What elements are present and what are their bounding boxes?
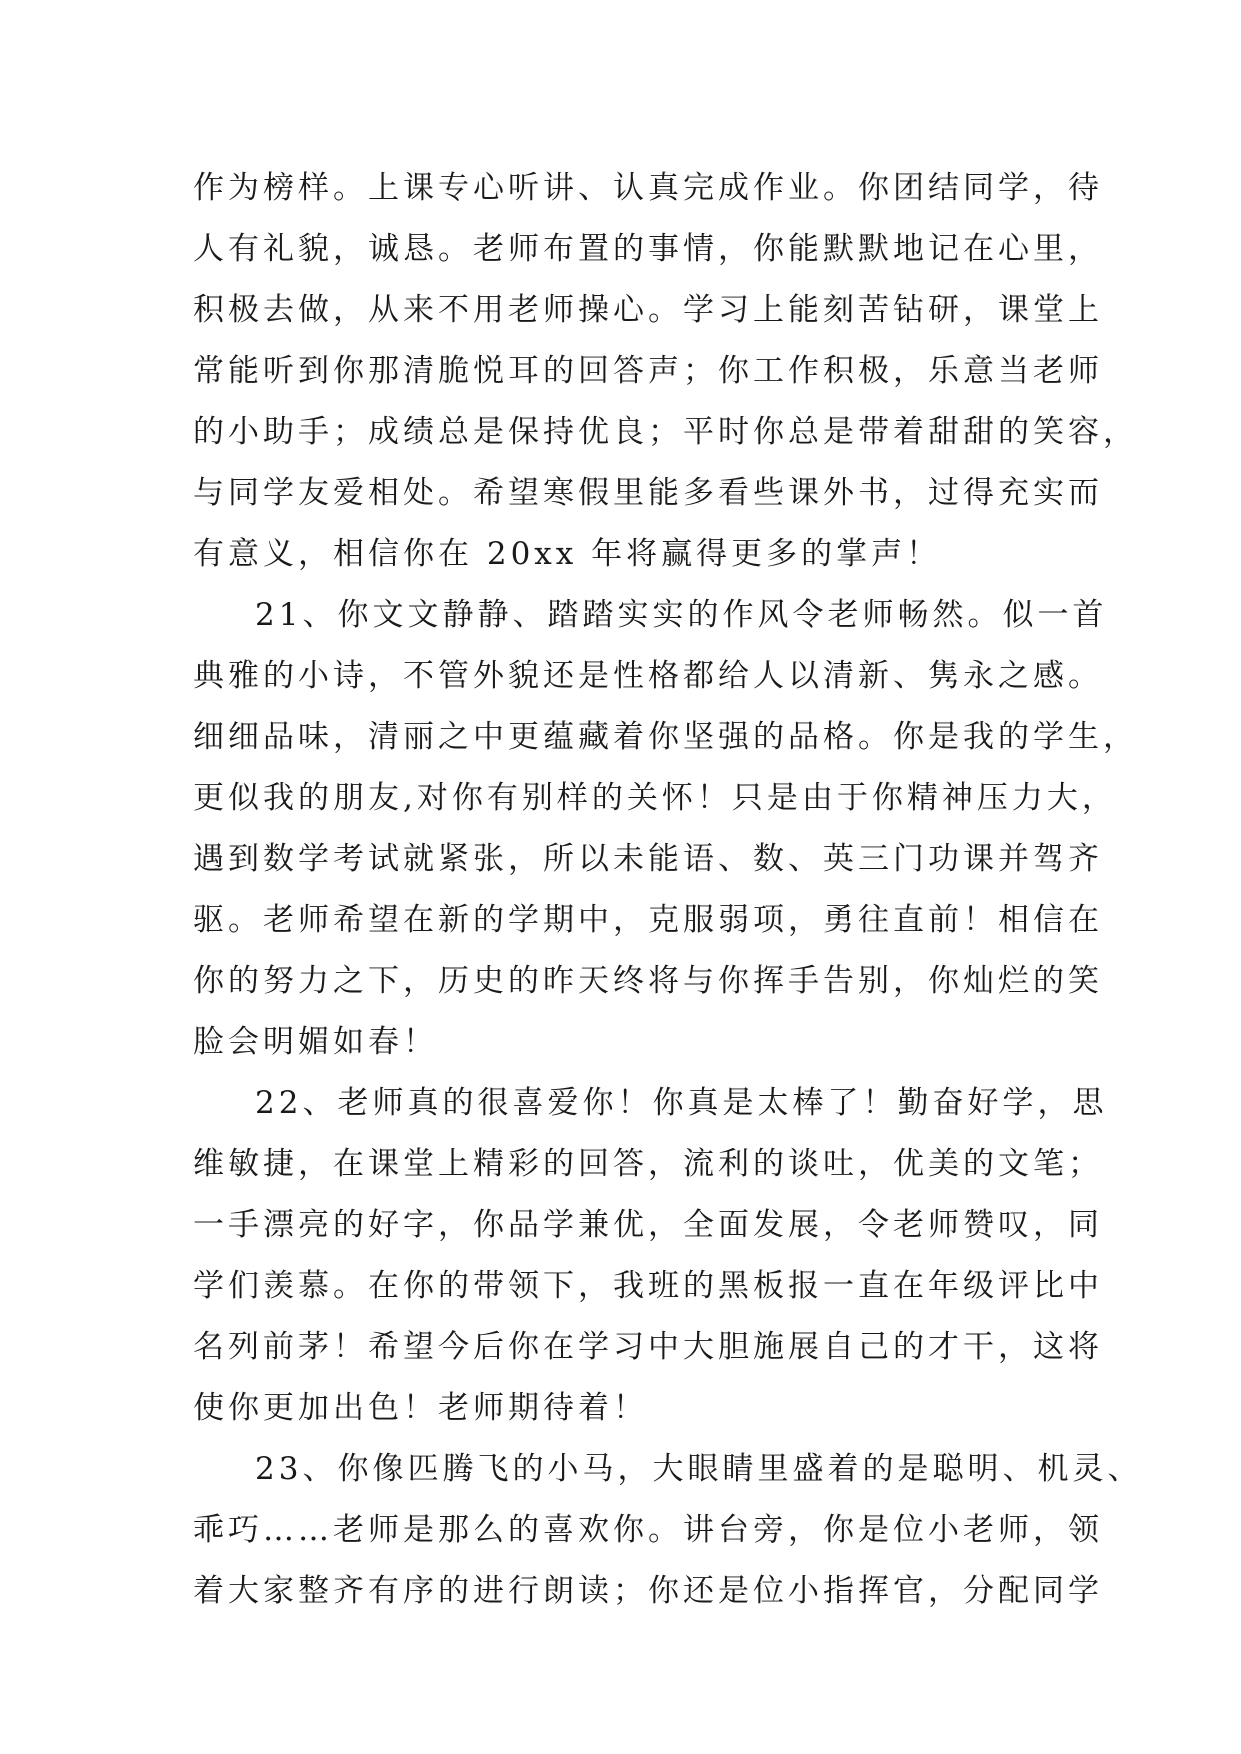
text-line: 细细品味，清丽之中更蕴藏着你坚强的品格。你是我的学生，	[193, 719, 1138, 755]
paragraph-22	[193, 1073, 1108, 1439]
text-line: 着大家整齐有序的进行朗读；你还是位小指挥官，分配同学	[193, 1573, 1103, 1609]
text-line: 人有礼貌，诚恳。老师布置的事情，你能默默地记在心里，	[193, 231, 1103, 267]
text-line: 乖巧……老师是那么的喜欢你。讲台旁，你是位小老师，领	[193, 1512, 1103, 1548]
text-line: 与同学友爱相处。希望寒假里能多看些课外书，过得充实而	[193, 475, 1103, 511]
text-line: 典雅的小诗，不管外貌还是性格都给人以清新、隽永之感。	[193, 658, 1103, 694]
text-line: 作为榜样。上课专心听讲、认真完成作业。你团结同学，待	[193, 170, 1103, 206]
text-line: 积极去做，从来不用老师操心。学习上能刻苦钻研，课堂上	[193, 292, 1103, 328]
text-line: 的小助手；成绩总是保持优良；平时你总是带着甜甜的笑容，	[193, 414, 1138, 450]
text-line: 名列前茅！希望今后你在学习中大胆施展自己的才干，这将	[193, 1329, 1103, 1365]
text-line: 学们羡慕。在你的带领下，我班的黑板报一直在年级评比中	[193, 1268, 1103, 1304]
text-line: 一手漂亮的好字，你品学兼优，全面发展，令老师赞叹，同	[193, 1207, 1103, 1243]
text-line: 驱。老师希望在新的学期中，克服弱项，勇往直前！相信在	[193, 902, 1103, 938]
text-line-first: 23、你像匹腾飞的小马，大眼睛里盛着的是聪明、机灵、	[255, 1451, 1143, 1487]
paragraph-23	[193, 1439, 1143, 1622]
text-line: 使你更加出色！老师期待着！	[193, 1390, 648, 1426]
text-line: 更似我的朋友,对你有别样的关怀！只是由于你精神压力大，	[193, 780, 1117, 816]
text-line: 维敏捷，在课堂上精彩的回答，流利的谈吐，优美的文笔；	[193, 1146, 1103, 1182]
text-line-first: 21、你文文静静、踏踏实实的作风令老师畅然。似一首	[255, 597, 1108, 633]
text-line: 常能听到你那清脆悦耳的回答声；你工作积极，乐意当老师	[193, 353, 1103, 389]
text-line-first: 22、老师真的很喜爱你！你真是太棒了！勤奋好学，思	[255, 1085, 1108, 1121]
text-line: 脸会明媚如春！	[193, 1024, 438, 1060]
text-line: 遇到数学考试就紧张，所以未能语、数、英三门功课并驾齐	[193, 841, 1103, 877]
document-body	[193, 158, 1143, 1622]
text-line: 有意义，相信你在 20xx 年将赢得更多的掌声！	[193, 536, 942, 572]
paragraph-20-continued	[193, 158, 1138, 585]
text-line: 你的努力之下，历史的昨天终将与你挥手告别，你灿烂的笑	[193, 963, 1103, 999]
paragraph-21	[193, 585, 1138, 1073]
